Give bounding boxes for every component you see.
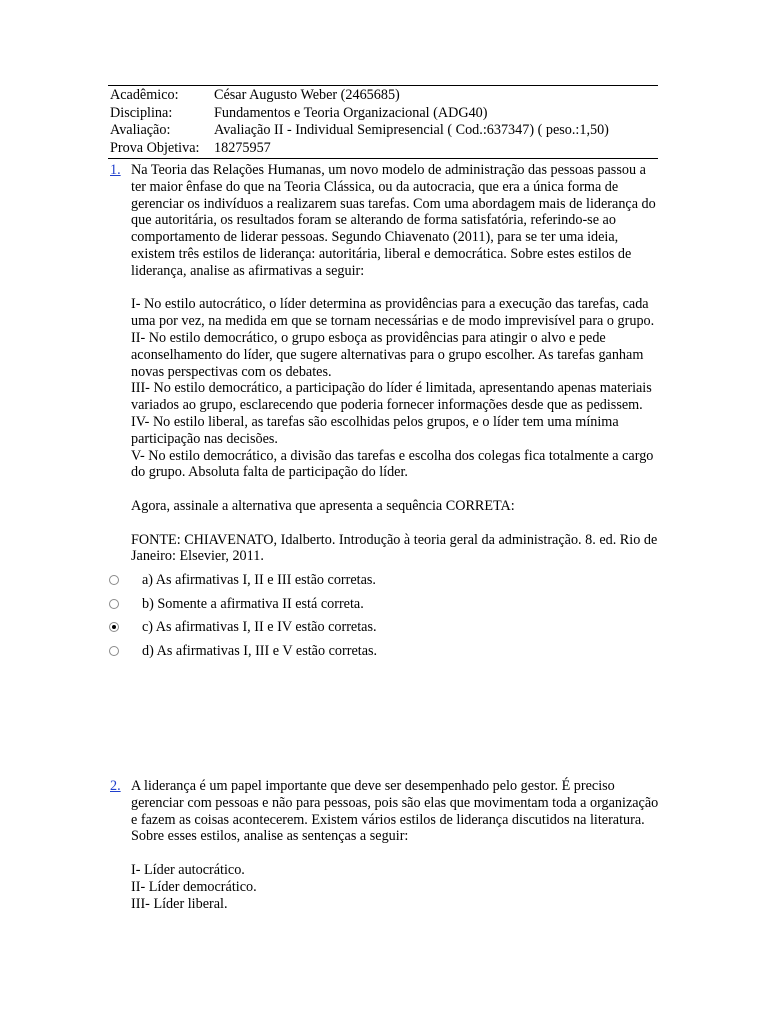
question-intro: Na Teoria das Relações Humanas, um novo modelo de administração das pessoas passou a ter maior ênfase do que na Teoria Clássica, ou da autocracia, que era a única forma de gerenciar os indivíduos a realizarem suas tarefas. Com uma abordagem mais de liderança do que autoritária, os resultados foram se alterando de forma satisfatória, referindo-se ao comportamento de liderar pessoas. Segundo Chiavenato (2011), para se ter uma ideia, existem três estilos de liderança: autoritária, liberal e democrática. Sobre estes estilos de liderança, analise as afirmativas a seguir: [131, 162, 656, 279]
info-value: Fundamentos e Teoria Organizacional (ADG40) [214, 104, 488, 121]
option-b[interactable] [131, 593, 659, 617]
header-bottom-rule [108, 158, 658, 159]
statement: III- No estilo democrático, a participação do líder é limitada, apresentando apenas materiais variados ao grupo, esclarecendo que poderia fornecer informações desde que as pedissem. [131, 380, 652, 414]
option-label: b) Somente a afirmativa II está correta. [142, 595, 364, 612]
question-2 [110, 778, 660, 912]
option-label: c) As afirmativas I, II e IV estão corretas. [142, 619, 377, 636]
question-source: FONTE: CHIAVENATO, Idalberto. Introdução à teoria geral da administração. 8. ed. Rio de Janeiro: Elsevier, 2011. [131, 531, 658, 565]
question-1 [110, 162, 660, 663]
option-a[interactable] [131, 569, 659, 593]
question-number-link[interactable]: 2. [110, 778, 121, 794]
exam-info [110, 87, 658, 157]
info-value: 18275957 [214, 139, 271, 156]
radio-button[interactable] [109, 575, 119, 585]
info-value: César Augusto Weber (2465685) [214, 87, 400, 103]
info-label: Disciplina: [110, 104, 173, 121]
question-body [131, 162, 659, 663]
radio-button[interactable] [109, 599, 119, 609]
info-label: Acadêmico: [110, 87, 179, 103]
option-label: d) As afirmativas I, III e V estão corretas. [142, 642, 378, 659]
statement: IV- No estilo liberal, as tarefas são escolhidas pelos grupos, e o líder tem uma mínima participação nas decisões. [131, 413, 619, 447]
info-value: Avaliação II - Individual Semipresencial ( Cod.:637347) ( peso.:1,50) [214, 122, 609, 138]
info-row-disciplina [110, 105, 658, 123]
option-c[interactable] [131, 616, 659, 640]
statement: I- Líder autocrático. [131, 861, 245, 878]
option-label: a) As afirmativas I, II e III estão corretas. [142, 572, 376, 589]
info-row-prova [110, 140, 658, 158]
info-label: Prova Objetiva: [110, 139, 200, 156]
header-top-rule [108, 85, 658, 86]
statement: II- No estilo democrático, o grupo esboça as providências para atingir o alvo e pede aconselhamento do líder, que sugere alternativas para o grupo escolher. As tarefas ganham novas perspectivas com os debates. [131, 329, 644, 380]
question-intro: A liderança é um papel importante que deve ser desempenhado pelo gestor. É preciso gerenciar com pessoas e não para pessoas, pois são elas que movimentam toda a organização e fazem as coisas acontecerem. Existem vários estilos de liderança discutidos na literatura. Sobre esses estilos, analise as sentenças a seguir: [131, 778, 659, 845]
radio-button[interactable] [109, 646, 119, 656]
statement: III- Líder liberal. [131, 895, 228, 912]
statement: I- No estilo autocrático, o líder determina as providências para a execução das tarefas, cada uma por vez, na medida em que se tornam necessárias e de modo imprevisível para o grupo. [131, 296, 655, 330]
question-number-link[interactable]: 1. [110, 162, 121, 178]
radio-button-selected[interactable] [109, 622, 119, 632]
info-row-avaliacao [110, 122, 658, 140]
answer-options [131, 569, 659, 663]
question-prompt: Agora, assinale a alternativa que apresenta a sequência CORRETA: [131, 497, 515, 514]
question-body [131, 778, 659, 912]
option-d[interactable] [131, 640, 659, 664]
statement: II- Líder democrático. [131, 878, 257, 895]
info-label: Avaliação: [110, 122, 171, 138]
statement: V- No estilo democrático, a divisão das tarefas e escolha dos colegas fica totalmente a cargo do grupo. Absoluta falta de participação do líder. [131, 447, 654, 481]
info-row-academico [110, 87, 658, 105]
